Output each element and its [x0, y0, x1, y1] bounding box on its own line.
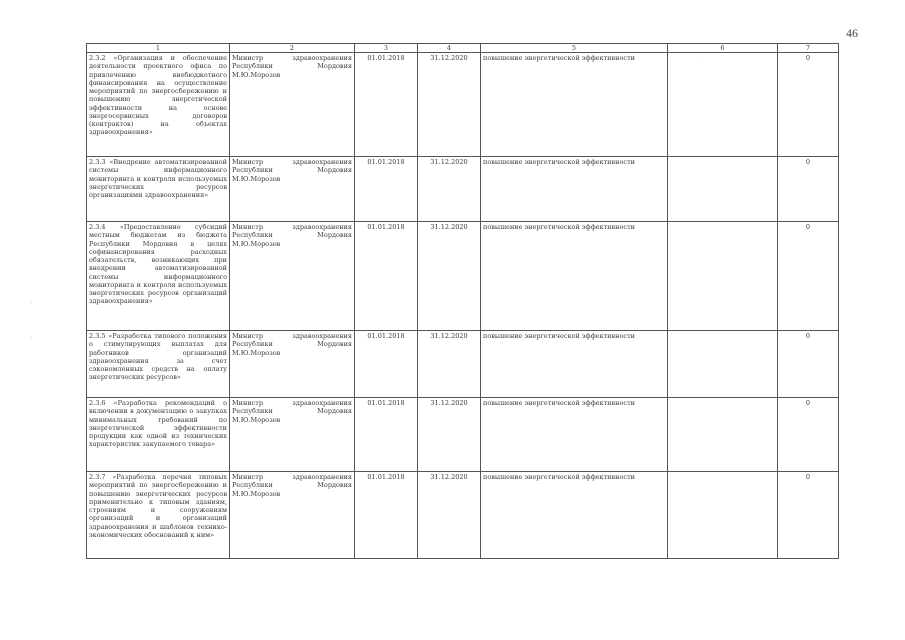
- measure-cell: 2.3.2 «Организация и обеспечение деятельности проектного офиса по привлечению внебюджетного финансирования на осуществление мероприятий по энергосбережению и повышению энергетической эффективности на основе энергосервисных договоров (контрактов) на объектах здравоохранения»: [87, 53, 230, 157]
- indicator-cell: повышение энергетической эффективности: [481, 157, 668, 222]
- empty-cell: [668, 472, 778, 559]
- start-date-cell: 01.01.2018: [355, 331, 418, 398]
- table-row: [87, 157, 839, 222]
- end-date-cell: 31.12.2020: [418, 222, 481, 331]
- column-header: 7: [778, 44, 839, 53]
- end-date-cell: 31.12.2020: [418, 398, 481, 472]
- end-date-cell: 31.12.2020: [418, 331, 481, 398]
- column-header: 5: [481, 44, 668, 53]
- end-date-cell: 31.12.2020: [418, 157, 481, 222]
- indicator-cell: повышение энергетической эффективности: [481, 53, 668, 157]
- margin-mark: ·: [30, 335, 32, 342]
- start-date-cell: 01.01.2018: [355, 398, 418, 472]
- column-header: 6: [668, 44, 778, 53]
- header-row: [87, 44, 839, 53]
- empty-cell: [668, 331, 778, 398]
- value-cell: 0: [778, 472, 839, 559]
- table-row: [87, 398, 839, 472]
- measure-cell: 2.3.5 «Разработка типового положения о стимулирующих выплатах для работников организаций здравоохранения за счет сэкономленных средств на оплату энергетических ресурсов»: [87, 331, 230, 398]
- measure-cell: 2.3.6 «Разработка рекомендаций о включении в документацию о закупках минимальных требований по энергетической эффективности продукции как одной из технических характеристик закупаемого товара»: [87, 398, 230, 472]
- start-date-cell: 01.01.2018: [355, 53, 418, 157]
- indicator-cell: повышение энергетической эффективности: [481, 472, 668, 559]
- table-row: [87, 331, 839, 398]
- column-header: 4: [418, 44, 481, 53]
- end-date-cell: 31.12.2020: [418, 53, 481, 157]
- pen-mark: ·: [702, 58, 704, 64]
- value-cell: 0: [778, 53, 839, 157]
- table-row: [87, 222, 839, 331]
- column-header: 3: [355, 44, 418, 53]
- end-date-cell: 31.12.2020: [418, 472, 481, 559]
- empty-cell: [668, 398, 778, 472]
- measure-cell: 2.3.7 «Разработка перечня типовых мероприятий по энергосбережению и повышению энергетических ресурсов применительно к типовым зданиям, строениям и сооружениям организаций и организаций здравоохранения и шаблонов технико-экономических обоснований к ним»: [87, 472, 230, 559]
- margin-mark: ·: [30, 300, 32, 307]
- value-cell: 0: [778, 398, 839, 472]
- empty-cell: [668, 157, 778, 222]
- measure-cell: 2.3.3 «Внедрение автоматизированной системы информационного мониторинга и контроля используемых энергетических ресурсов организациями здравоохранения»: [87, 157, 230, 222]
- indicator-cell: повышение энергетической эффективности: [481, 222, 668, 331]
- column-header: 2: [230, 44, 355, 53]
- table-row: [87, 472, 839, 559]
- value-cell: 0: [778, 222, 839, 331]
- responsible-cell: Министр здравоохранения Республики Мордовия М.Ю.Морозов: [230, 222, 355, 331]
- empty-cell: [668, 222, 778, 331]
- empty-cell: [668, 53, 778, 157]
- measure-cell: 2.3.4 «Предоставление субсидий местным бюджетам из бюджета Республики Мордовия в целях софинансирования расходных обязательств, возникающих при внедрении автоматизированной системы информационного мониторинга и контроля используемых энергетических ресурсов организаций здравоохранения»: [87, 222, 230, 331]
- measures-table: [86, 43, 839, 559]
- start-date-cell: 01.01.2018: [355, 157, 418, 222]
- value-cell: 0: [778, 331, 839, 398]
- indicator-cell: повышение энергетической эффективности: [481, 398, 668, 472]
- responsible-cell: Министр здравоохранения Республики Мордовия М.Ю.Морозов: [230, 157, 355, 222]
- value-cell: 0: [778, 157, 839, 222]
- column-header: 1: [87, 44, 230, 53]
- start-date-cell: 01.01.2018: [355, 472, 418, 559]
- indicator-cell: повышение энергетической эффективности: [481, 331, 668, 398]
- responsible-cell: Министр здравоохранения Республики Мордовия М.Ю.Морозов: [230, 53, 355, 157]
- responsible-cell: Министр здравоохранения Республики Мордовия М.Ю.Морозов: [230, 472, 355, 559]
- start-date-cell: 01.01.2018: [355, 222, 418, 331]
- table-row: [87, 53, 839, 157]
- responsible-cell: Министр здравоохранения Республики Мордовия М.Ю.Морозов: [230, 331, 355, 398]
- responsible-cell: Министр здравоохранения Республики Мордовия М.Ю.Морозов: [230, 398, 355, 472]
- page-number: 46: [846, 26, 858, 40]
